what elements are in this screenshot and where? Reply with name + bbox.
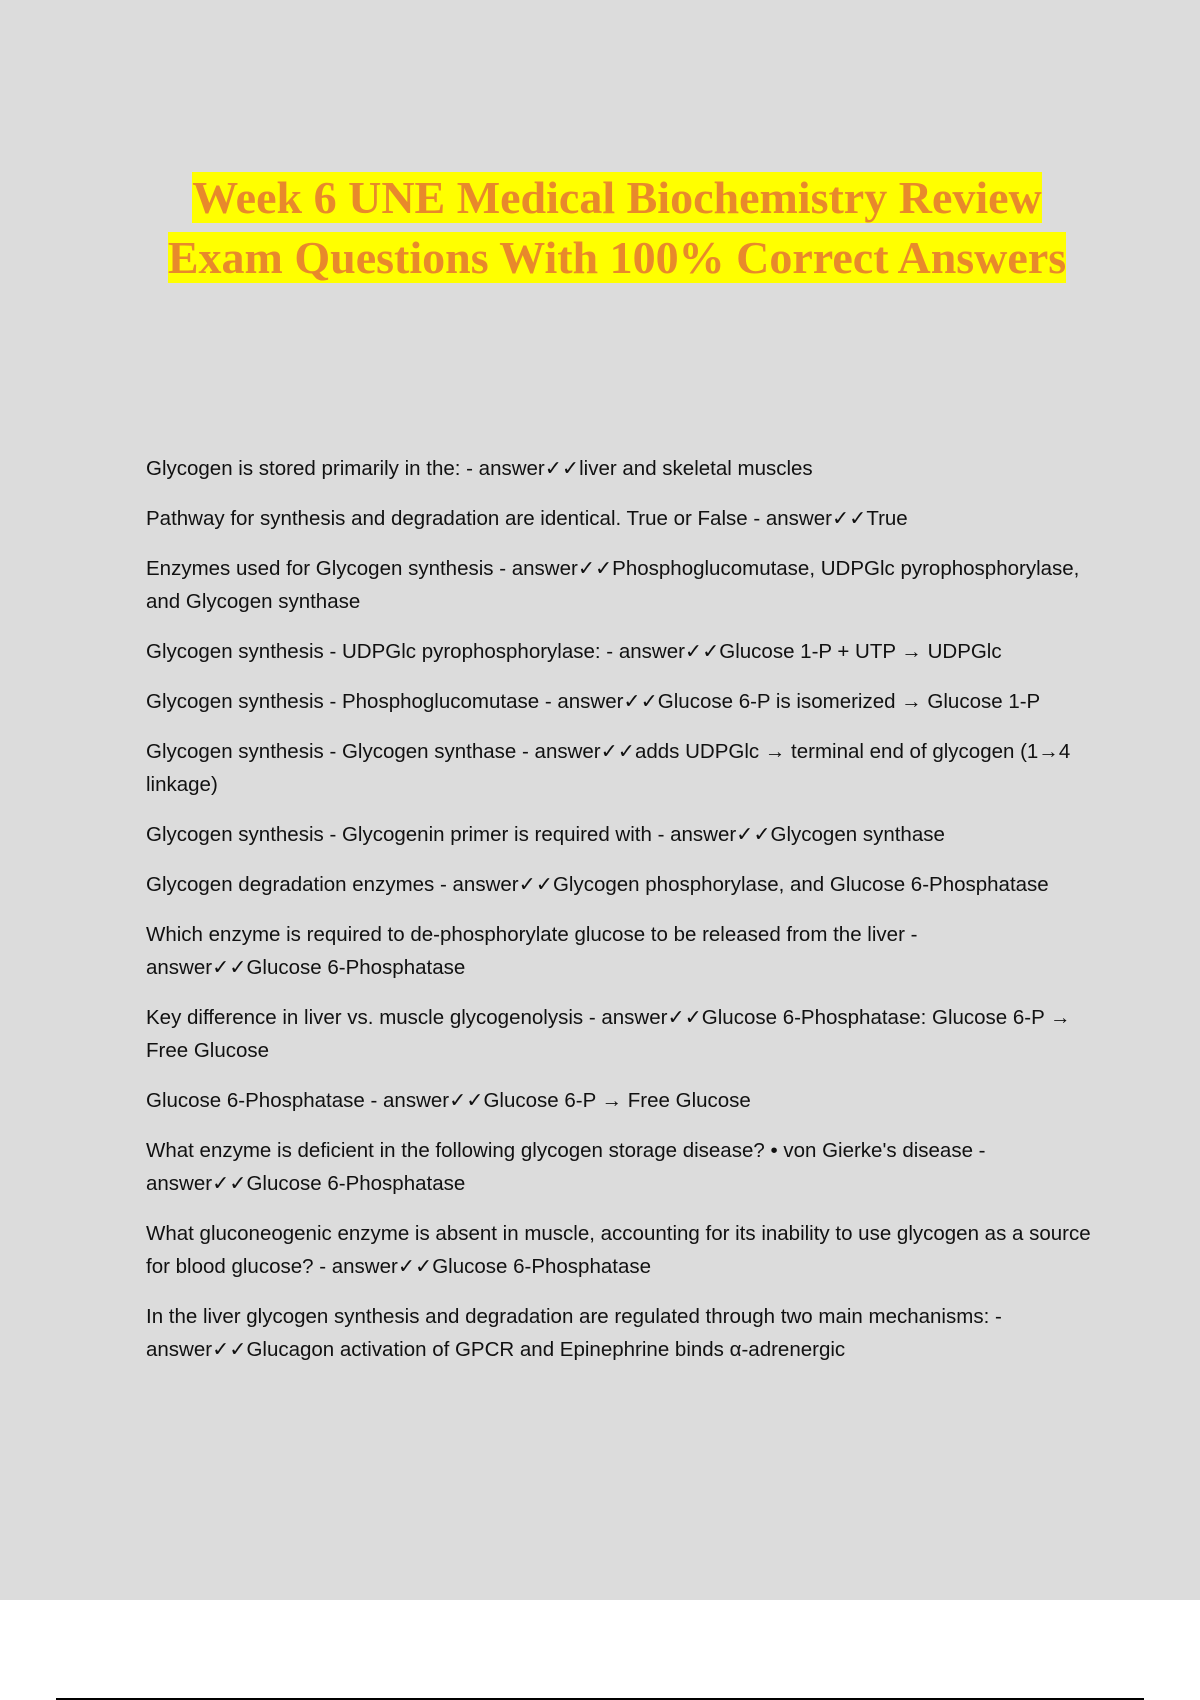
- qa-item: Glucose 6-Phosphatase - answer✓✓Glucose 6-P → Free Glucose: [146, 1089, 751, 1112]
- document-title: [150, 168, 1084, 288]
- page-footer-area: [0, 1600, 1200, 1700]
- qa-item: In the liver glycogen synthesis and degradation are regulated through two main mechanisms: - answer✓✓Glucagon activation of GPCR and Epinephrine binds α-adrenergic: [146, 1305, 1002, 1361]
- qa-item: Glycogen is stored primarily in the: - answer✓✓liver and skeletal muscles: [146, 457, 813, 480]
- qa-item: Key difference in liver vs. muscle glycogenolysis - answer✓✓Glucose 6-Phosphatase: Glucose 6-P → Free Glucose: [146, 1006, 1071, 1062]
- title-highlight: Week 6 UNE Medical Biochemistry Review Exam Questions With 100% Correct Answers: [167, 172, 1067, 283]
- qa-item: Glycogen synthesis - Glycogen synthase - answer✓✓adds UDPGlc → terminal end of glycogen (1→4 linkage): [146, 740, 1071, 796]
- qa-list: [146, 452, 1096, 1383]
- qa-item: Glycogen degradation enzymes - answer✓✓Glycogen phosphorylase, and Glucose 6-Phosphatase: [146, 873, 1049, 896]
- qa-item: Glycogen synthesis - Phosphoglucomutase - answer✓✓Glucose 6-P is isomerized → Glucose 1-P: [146, 690, 1041, 713]
- qa-item: Pathway for synthesis and degradation are identical. True or False - answer✓✓True: [146, 507, 908, 530]
- qa-item: Enzymes used for Glycogen synthesis - answer✓✓Phosphoglucomutase, UDPGlc pyrophosphorylase, and Glycogen synthase: [146, 557, 1080, 613]
- qa-item: Which enzyme is required to de-phosphorylate glucose to be released from the liver - answer✓✓Glucose 6-Phosphatase: [146, 923, 918, 979]
- qa-item: Glycogen synthesis - UDPGlc pyrophosphorylase: - answer✓✓Glucose 1-P + UTP → UDPGlc: [146, 640, 1002, 663]
- qa-item: What enzyme is deficient in the following glycogen storage disease? • von Gierke's disease - answer✓✓Glucose 6-Phosphatase: [146, 1139, 986, 1195]
- qa-item: Glycogen synthesis - Glycogenin primer is required with - answer✓✓Glycogen synthase: [146, 823, 945, 846]
- qa-item: What gluconeogenic enzyme is absent in muscle, accounting for its inability to use glycogen as a source for blood glucose? - answer✓✓Glucose 6-Phosphatase: [146, 1222, 1091, 1278]
